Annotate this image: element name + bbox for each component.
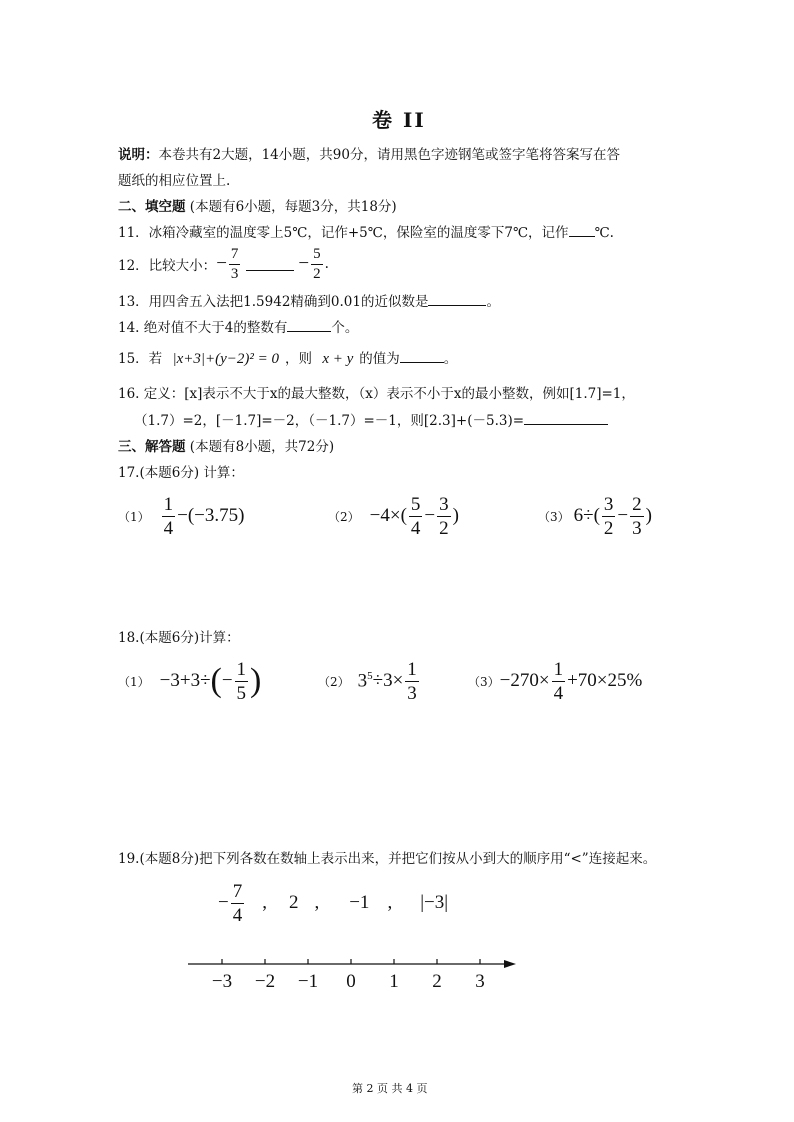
q15-answer-blank[interactable] (400, 350, 444, 363)
q15-text: 15．若 (118, 351, 163, 367)
q19-comma-3: , (387, 892, 393, 913)
q18-p1-pre: −3+3÷ (159, 670, 211, 691)
q19-number-3: −1 (349, 892, 370, 913)
q12-minus-2: − (298, 253, 310, 274)
question-12 (118, 244, 329, 284)
q17-p3-fraction-1: $\frac{3}{2}$ (603, 493, 614, 539)
axis-label: 1 (389, 971, 399, 992)
q15-value-text: 的值为 (359, 351, 400, 367)
number-line (180, 950, 530, 1000)
q16-text: （1.7）=2，[－1.7]=－2，（－1.7）=－1，则[2.3]+(－5.3)= (134, 413, 525, 429)
q19-number-4: |−3| (420, 892, 449, 913)
q17-p2-label: （2） (328, 509, 360, 524)
q17-part-2 (328, 493, 459, 539)
q17-p2-fraction-1: $\frac{5}{4}$ (410, 493, 421, 539)
q17-p3-pre: 6÷( (573, 505, 600, 526)
section3-info: (本题有8小题，共72分) (189, 439, 335, 455)
axis-label: −1 (297, 971, 319, 992)
question-15 (118, 347, 457, 368)
axis-label: −2 (254, 971, 276, 992)
q15-expression: x + y (322, 351, 354, 367)
q18-part-1 (118, 656, 261, 706)
note-text-1: 本卷共有2大题，14小题，共90分，请用黑色字迹钢笔或签字笔将答案写在答 (158, 147, 620, 163)
q18-p3-label: （3） (468, 674, 500, 689)
q17-p2-fraction-2: $\frac{3}{2}$ (439, 493, 449, 539)
q12-answer-blank[interactable] (246, 258, 294, 271)
q18-p2-power: $3^5$ (357, 669, 373, 692)
q17-p3-label: （3） (538, 509, 570, 524)
q17-part-3 (538, 493, 652, 539)
q17-p1-rest: −(−3.75) (177, 505, 245, 526)
q18-p3-fraction: $\frac{1}{4}$ (553, 658, 564, 704)
q18-part-3 (468, 656, 642, 706)
q14-text: 14. 绝对值不大于4的整数有 (118, 320, 288, 336)
q16-answer-blank[interactable] (524, 412, 608, 425)
q12-minus-1: − (216, 253, 227, 274)
q12-period: . (324, 256, 329, 272)
section3-title: 三、解答题 (118, 439, 186, 455)
q18-p2-fraction: $\frac{1}{3}$ (407, 658, 417, 704)
q17-p2-post: ) (452, 505, 459, 526)
q12-fraction-1: $\frac{7}{3}$ (230, 245, 239, 282)
q19-comma-2: , (314, 892, 320, 913)
question-17-title: 17.(本题6分) 计算： (118, 465, 244, 481)
q11-answer-blank[interactable] (569, 224, 595, 237)
question-19-title: 19.(本题8分)把下列各数在数轴上表示出来，并把它们按从小到大的顺序用“<”连接起来。 (118, 851, 657, 867)
axis-label: 2 (432, 971, 442, 992)
q11-text: 11．冰箱冷藏室的温度零上5℃，记作+5℃，保险室的温度零下7℃，记作 (118, 225, 569, 241)
q18-p1-label: （1） (118, 674, 150, 689)
q19-comma-1: , (262, 892, 267, 913)
q11-unit: ℃. (594, 225, 614, 241)
q17-p1-label: （1） (118, 509, 150, 524)
q18-p1-fraction: $\frac{1}{5}$ (236, 658, 247, 704)
q19-number-2: 2 (288, 892, 299, 913)
question-16-line-1: 16. 定义：[x]表示不大于x的最大整数，（x）表示不小于x的最小整数，例如[1.7]=1， (118, 386, 635, 402)
q19-fraction: $\frac{7}{4}$ (232, 880, 243, 926)
q17-p3-fraction-2: $\frac{2}{3}$ (632, 493, 642, 539)
q15-equation: |x+3|+(y−2)² = 0 (172, 351, 280, 367)
q18-p3-post: +70×25% (567, 670, 643, 691)
q17-p2-minus: − (424, 505, 436, 526)
q17-p3-minus: − (617, 505, 629, 526)
q14-answer-blank[interactable] (287, 319, 331, 332)
note-label: 说明： (118, 147, 159, 163)
q14-end: 个。 (331, 320, 359, 336)
q13-end: 。 (486, 294, 500, 310)
q19-numbers (218, 878, 448, 928)
q18-part-2 (318, 656, 421, 706)
page-footer: 第 2 页 共 4 页 (352, 1082, 428, 1095)
question-16-line-2 (134, 409, 608, 429)
q18-p2-label: （2） (318, 674, 350, 689)
q17-p3-post: ) (645, 505, 652, 526)
q19-minus: − (218, 892, 229, 913)
q15-end: 。 (443, 351, 458, 367)
q15-then: ，则 (285, 351, 313, 367)
question-13 (118, 290, 500, 310)
section3-heading (118, 435, 334, 455)
note-line-2: 题纸的相应位置上. (118, 173, 231, 189)
section2-title: 二、填空题 (118, 199, 186, 215)
q17-p2-pre: −4×( (369, 505, 407, 526)
q17-part-1 (118, 493, 244, 539)
axis-label: 3 (475, 971, 485, 992)
q18-p1-right-paren: ) (250, 662, 262, 699)
axis-label: 0 (346, 971, 356, 992)
question-11 (118, 221, 614, 241)
q17-p1-fraction: $\frac{1}{4}$ (163, 493, 174, 539)
section2-heading (118, 195, 397, 215)
question-18-title: 18.(本题6分)计算： (118, 630, 240, 646)
q12-text: 12．比较大小： (118, 258, 217, 274)
q13-text: 13．用四舍五入法把1.5942精确到0.01的近似数是 (118, 294, 429, 310)
question-14 (118, 316, 358, 336)
section2-info: (本题有6小题，每题3分，共18分) (189, 199, 397, 215)
page-title: 卷 II (372, 108, 426, 132)
q18-p2-mid: ÷3× (372, 670, 404, 691)
q18-p1-left-paren: ( (210, 662, 222, 699)
q12-fraction-2: $\frac{5}{2}$ (313, 245, 321, 282)
q13-answer-blank[interactable] (428, 293, 486, 306)
q18-p3-pre: −270× (499, 670, 550, 691)
axis-label: −3 (211, 971, 233, 992)
note-line-1 (118, 143, 620, 163)
q18-p1-minus: − (221, 670, 233, 691)
